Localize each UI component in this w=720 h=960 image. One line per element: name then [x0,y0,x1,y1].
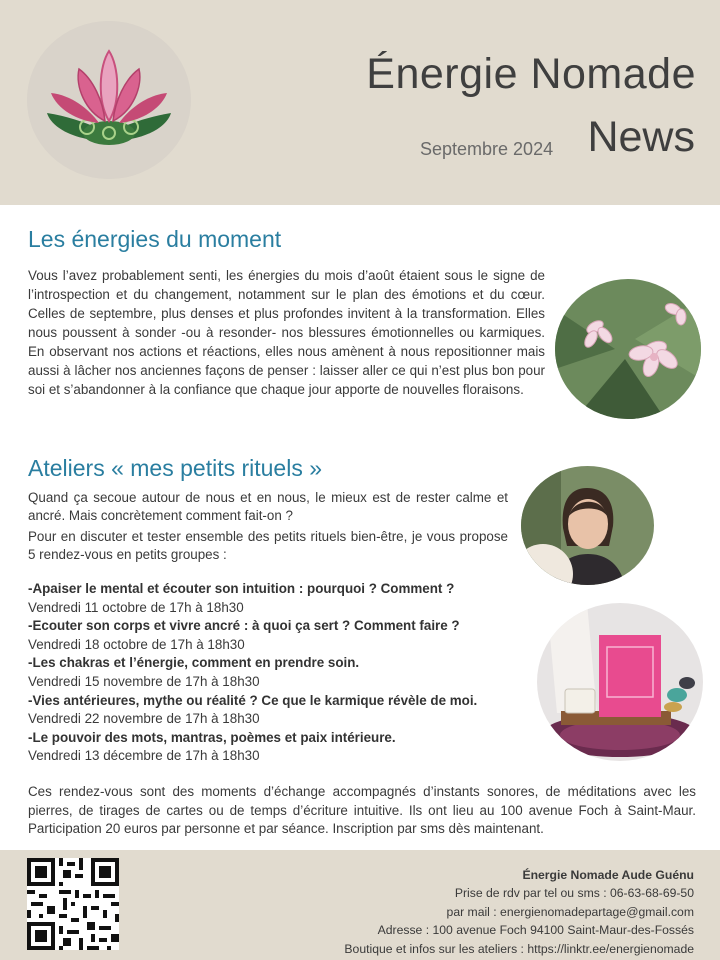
agenda-list [28,580,518,766]
contact-phone: Prise de rdv par tel ou sms : 06-63-68-69-50 [454,886,694,901]
ateliers-intro: Quand ça secoue autour de nous et en nous, le mieux est de rester calme et ancré. Mais concrètement comment fait-on ? [28,490,508,524]
lotus-quilling-icon [27,21,191,179]
session-date: Vendredi 11 octobre de 17h à 18h30 [28,599,244,615]
session-date: Vendredi 15 novembre de 17h à 18h30 [28,673,260,689]
contact-block [344,866,694,958]
session-title: -Vies antérieures, mythe ou réalité ? Ce que le karmique révèle de moi. [28,692,478,708]
qr-code-icon[interactable] [27,858,119,950]
session-title: -Le pouvoir des mots, mantras, poèmes et paix intérieure. [28,729,396,745]
contact-name: Énergie Nomade Aude Guénu [522,868,694,882]
section-ateliers-heading: Ateliers « mes petits rituels » [28,455,323,481]
contact-mail[interactable]: par mail : energienomadepartage@gmail.com [446,904,694,919]
session-date: Vendredi 22 novembre de 17h à 18h30 [28,711,260,727]
newsletter-title: Énergie Nomade [366,50,696,98]
news-label: News [587,113,695,161]
issue-date: Septembre 2024 [420,139,554,159]
session-title: -Ecouter son corps et vivre ancré : à quoi ça sert ? Comment faire ? [28,618,460,634]
session-title: -Les chakras et l’énergie, comment en prendre soin. [28,655,360,671]
section-energies-text: Vous l’avez probablement senti, les énergies du mois d’août étaient sous le signe de l’introspection et du changement, notamment sur le plan des émotions et du cœur. Celles de septembre, plus denses et plus profondes invitent à la transformation. Elles nous poussent à sonder -ou à resonder- nos blessures émotionnelles ou karmiques. En observant nos actions et réactions, elles nous amènent à nous repositionner mais aussi à lâcher nos anciennes façons de penser : laisser aller ce qui n’est plus bon pour soi et s’abandonner à la confiance que chaque jour apporte de nouvelles floraisons. [28,268,545,397]
session-date: Vendredi 13 décembre de 17h à 18h30 [28,748,260,764]
portrait-photo [521,466,654,585]
oleander-flower-photo [555,279,701,419]
ritual-altar-photo [537,603,703,761]
ateliers-intro-2: Pour en discuter et tester ensemble des petits rituels bien-être, je vous propose 5 rendez-vous en petits groupes : [28,529,508,563]
contact-shop-link[interactable]: Boutique et infos sur les ateliers : https://linktr.ee/energienomade [344,941,694,956]
section-energies-heading: Les énergies du moment [28,226,282,252]
session-date: Vendredi 18 octobre de 17h à 18h30 [28,636,245,652]
session-title: -Apaiser le mental et écouter son intuition : pourquoi ? Comment ? [28,581,455,596]
ateliers-outro: Ces rendez-vous sont des moments d’échange accompagnés d’instants sonores, de méditations avec les pierres, de tirages de cartes ou de temps d’écriture intuitive. Ils ont lieu au 100 avenue Foch à Saint-Maur. Participation 20 euros par personne et par séance. Inscription par sms dès maintenant. [28,784,696,836]
contact-address: Adresse : 100 avenue Foch 94100 Saint-Maur-des-Fossés [377,923,694,938]
